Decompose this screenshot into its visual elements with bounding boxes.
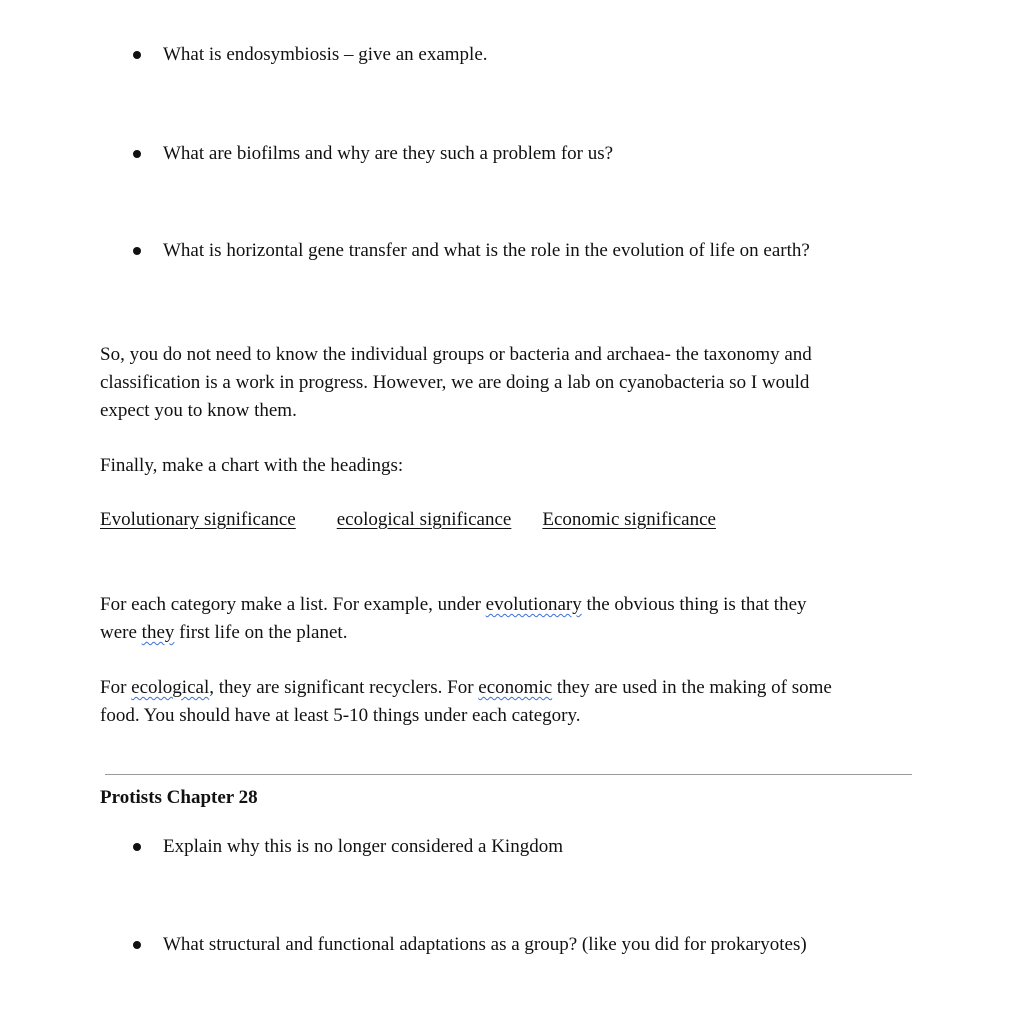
paragraph-line: food. You should have at least 5-10 things under each category. <box>100 705 581 726</box>
paragraph-line <box>100 674 832 702</box>
text-run: they are used in the making of some <box>552 677 832 698</box>
heading-gap <box>296 507 337 533</box>
bullet-dot <box>133 941 141 949</box>
spellcheck-word: evolutionary <box>485 594 582 615</box>
text-run: the obvious thing is that they <box>581 594 807 615</box>
heading-gap <box>511 507 542 533</box>
bullet-text: Explain why this is no longer considered a Kingdom <box>163 836 563 857</box>
text-run: , they are significant recyclers. For <box>209 677 479 698</box>
text-run: first life on the planet. <box>174 622 348 643</box>
bullet-text: What structural and functional adaptations as a group? (like you did for prokaryotes) <box>163 934 807 955</box>
spellcheck-word: they <box>141 622 175 643</box>
paragraph-line <box>100 619 807 647</box>
heading-economic: Economic significance <box>542 509 716 530</box>
bullet-dot <box>133 843 141 851</box>
paragraph-category <box>100 591 807 647</box>
bullet-text: What are biofilms and why are they such a problem for us? <box>163 143 614 164</box>
section-title: Protists Chapter 28 <box>100 787 258 808</box>
text-run: were <box>100 622 142 643</box>
heading-evolutionary: Evolutionary significance <box>100 509 296 530</box>
bullet-dot <box>133 150 141 158</box>
paragraph-line: classification is a work in progress. However, we are doing a lab on cyanobacteria so I would <box>100 372 810 393</box>
text-run: For each category make a list. For example, under <box>100 594 486 615</box>
paragraph-finally: Finally, make a chart with the headings: <box>100 455 404 476</box>
spellcheck-word: economic <box>478 677 553 698</box>
paragraph-ecological <box>100 674 832 730</box>
text-run: For <box>100 677 132 698</box>
paragraph-line <box>100 591 807 619</box>
bullet-dot <box>133 247 141 255</box>
bullet-text: What is endosymbiosis – give an example. <box>163 44 488 65</box>
bullet-dot <box>133 51 141 59</box>
heading-ecological: ecological significance <box>336 509 512 530</box>
paragraph-taxonomy <box>100 341 812 425</box>
paragraph-line: expect you to know them. <box>100 400 297 421</box>
horizontal-divider <box>105 774 912 775</box>
spellcheck-word: ecological <box>131 677 210 698</box>
bullet-text: What is horizontal gene transfer and what is the role in the evolution of life on earth? <box>163 240 810 261</box>
paragraph-line: So, you do not need to know the individual groups or bacteria and archaea- the taxonomy and <box>100 344 812 365</box>
chart-headings <box>100 507 716 533</box>
